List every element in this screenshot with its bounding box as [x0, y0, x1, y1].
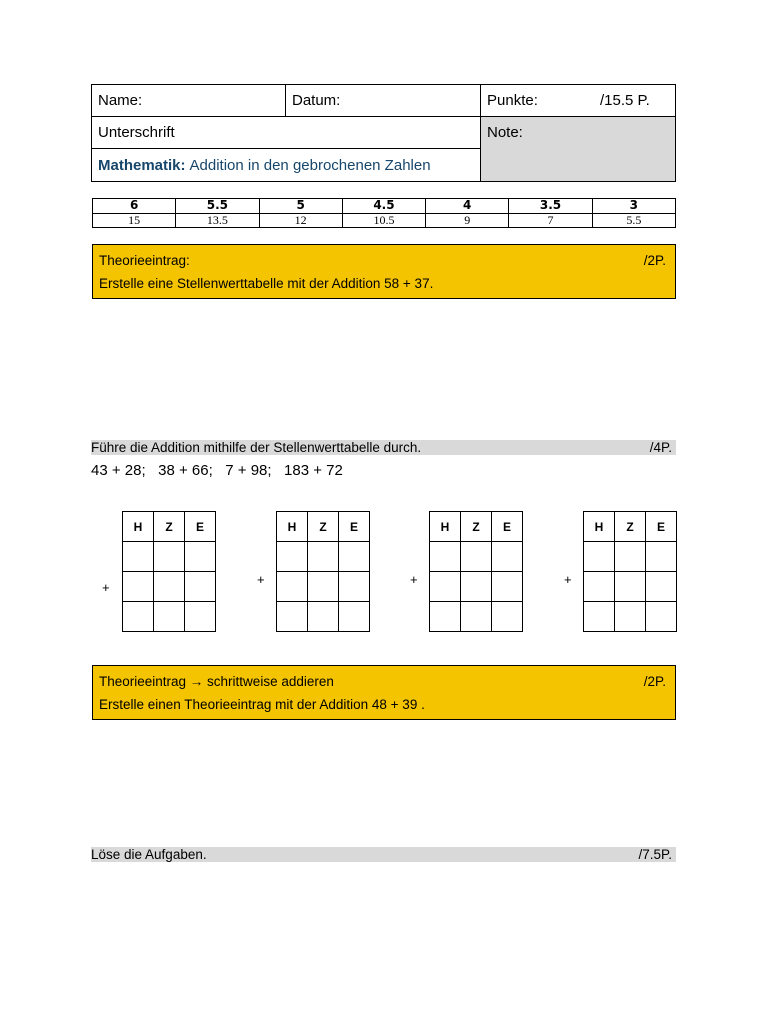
input-cell[interactable] — [308, 602, 339, 632]
theory-instruction: Erstelle eine Stellenwerttabelle mit der Addition 58 + 37. — [99, 276, 434, 291]
input-cell[interactable] — [646, 542, 677, 572]
place-value-table — [122, 511, 216, 632]
place-value-table — [276, 511, 370, 632]
task-points: /7.5P. — [638, 847, 672, 862]
task-points: /4P. — [649, 440, 672, 455]
grade-scale-table — [92, 198, 676, 228]
input-cell[interactable] — [185, 602, 216, 632]
exercise-list: 43 + 28; 38 + 66; 7 + 98; 183 + 72 — [91, 462, 343, 479]
points-cell: 15 — [93, 213, 176, 228]
plus-sign: + — [102, 580, 110, 595]
input-cell[interactable] — [461, 572, 492, 602]
task-bar-2 — [91, 847, 676, 862]
input-cell[interactable] — [339, 602, 370, 632]
grade-cell: 5.5 — [176, 199, 259, 214]
theory-title: Theorieeintrag: — [99, 253, 190, 268]
input-cell[interactable] — [615, 602, 646, 632]
grade-cell: 3.5 — [509, 199, 592, 214]
subject-label: Mathematik: — [98, 156, 186, 174]
input-cell[interactable] — [430, 602, 461, 632]
points-cell: 5.5 — [592, 213, 675, 228]
signature-label: Unterschrift — [98, 124, 175, 141]
header-h: H — [123, 512, 154, 542]
signature-field[interactable] — [92, 117, 481, 149]
input-cell[interactable] — [277, 572, 308, 602]
input-cell[interactable] — [277, 542, 308, 572]
date-field[interactable] — [286, 85, 481, 117]
date-label: Datum: — [292, 92, 341, 109]
header-z: Z — [615, 512, 646, 542]
points-label: Punkte: — [487, 92, 538, 109]
input-cell[interactable] — [308, 572, 339, 602]
input-cell[interactable] — [430, 572, 461, 602]
header-e: E — [646, 512, 677, 542]
points-row — [93, 213, 676, 228]
input-cell[interactable] — [430, 542, 461, 572]
input-cell[interactable] — [584, 572, 615, 602]
header-table — [91, 84, 676, 182]
header-h: H — [430, 512, 461, 542]
grade-label: Note: — [487, 124, 523, 141]
points-cell: 10.5 — [342, 213, 425, 228]
task-instruction: Führe die Addition mithilfe der Stellenwerttabelle durch. — [91, 440, 422, 455]
theory-title: Theorieeintrag → schrittweise addieren — [99, 674, 334, 689]
theory-points: /2P. — [643, 253, 666, 268]
header-e: E — [492, 512, 523, 542]
points-cell: 9 — [426, 213, 509, 228]
task-bar-1 — [91, 440, 676, 455]
header-h: H — [277, 512, 308, 542]
input-cell[interactable] — [123, 602, 154, 632]
points-cell: 13.5 — [176, 213, 259, 228]
input-cell[interactable] — [339, 572, 370, 602]
task-instruction: Löse die Aufgaben. — [91, 847, 207, 862]
input-cell[interactable] — [185, 572, 216, 602]
plus-sign: + — [257, 572, 265, 587]
header-e: E — [339, 512, 370, 542]
input-cell[interactable] — [646, 572, 677, 602]
input-cell[interactable] — [646, 602, 677, 632]
input-cell[interactable] — [461, 602, 492, 632]
header-e: E — [185, 512, 216, 542]
input-cell[interactable] — [584, 542, 615, 572]
input-cell[interactable] — [308, 542, 339, 572]
header-z: Z — [461, 512, 492, 542]
grade-cell: 6 — [93, 199, 176, 214]
header-h: H — [584, 512, 615, 542]
theory-box-1 — [92, 244, 676, 299]
grade-row — [93, 199, 676, 214]
input-cell[interactable] — [461, 542, 492, 572]
name-field[interactable] — [92, 85, 286, 117]
points-cell: 12 — [259, 213, 342, 228]
place-value-table — [429, 511, 523, 632]
header-z: Z — [154, 512, 185, 542]
topic-label: Addition in den gebrochenen Zahlen — [189, 156, 431, 174]
header-z: Z — [308, 512, 339, 542]
theory-points: /2P. — [643, 674, 666, 689]
input-cell[interactable] — [277, 602, 308, 632]
input-cell[interactable] — [615, 572, 646, 602]
grade-cell: 4 — [426, 199, 509, 214]
input-cell[interactable] — [339, 542, 370, 572]
points-cell: 7 — [509, 213, 592, 228]
plus-sign: + — [410, 572, 418, 587]
input-cell[interactable] — [492, 542, 523, 572]
plus-sign: + — [564, 572, 572, 587]
input-cell[interactable] — [154, 572, 185, 602]
theory-box-2 — [92, 665, 676, 720]
grade-cell: 3 — [592, 199, 675, 214]
input-cell[interactable] — [584, 602, 615, 632]
points-total: /15.5 P. — [600, 92, 650, 109]
input-cell[interactable] — [123, 572, 154, 602]
input-cell[interactable] — [492, 602, 523, 632]
input-cell[interactable] — [492, 572, 523, 602]
grade-cell: 5 — [259, 199, 342, 214]
theory-instruction: Erstelle einen Theorieeintrag mit der Addition 48 + 39 . — [99, 697, 425, 712]
input-cell[interactable] — [185, 542, 216, 572]
place-value-table — [583, 511, 677, 632]
points-field[interactable] — [481, 85, 675, 117]
input-cell[interactable] — [615, 542, 646, 572]
subject-line — [92, 149, 481, 181]
grade-field[interactable] — [481, 117, 675, 181]
name-label: Name: — [98, 92, 143, 109]
input-cell[interactable] — [154, 542, 185, 572]
input-cell[interactable] — [154, 602, 185, 632]
grade-cell: 4.5 — [342, 199, 425, 214]
input-cell[interactable] — [123, 542, 154, 572]
